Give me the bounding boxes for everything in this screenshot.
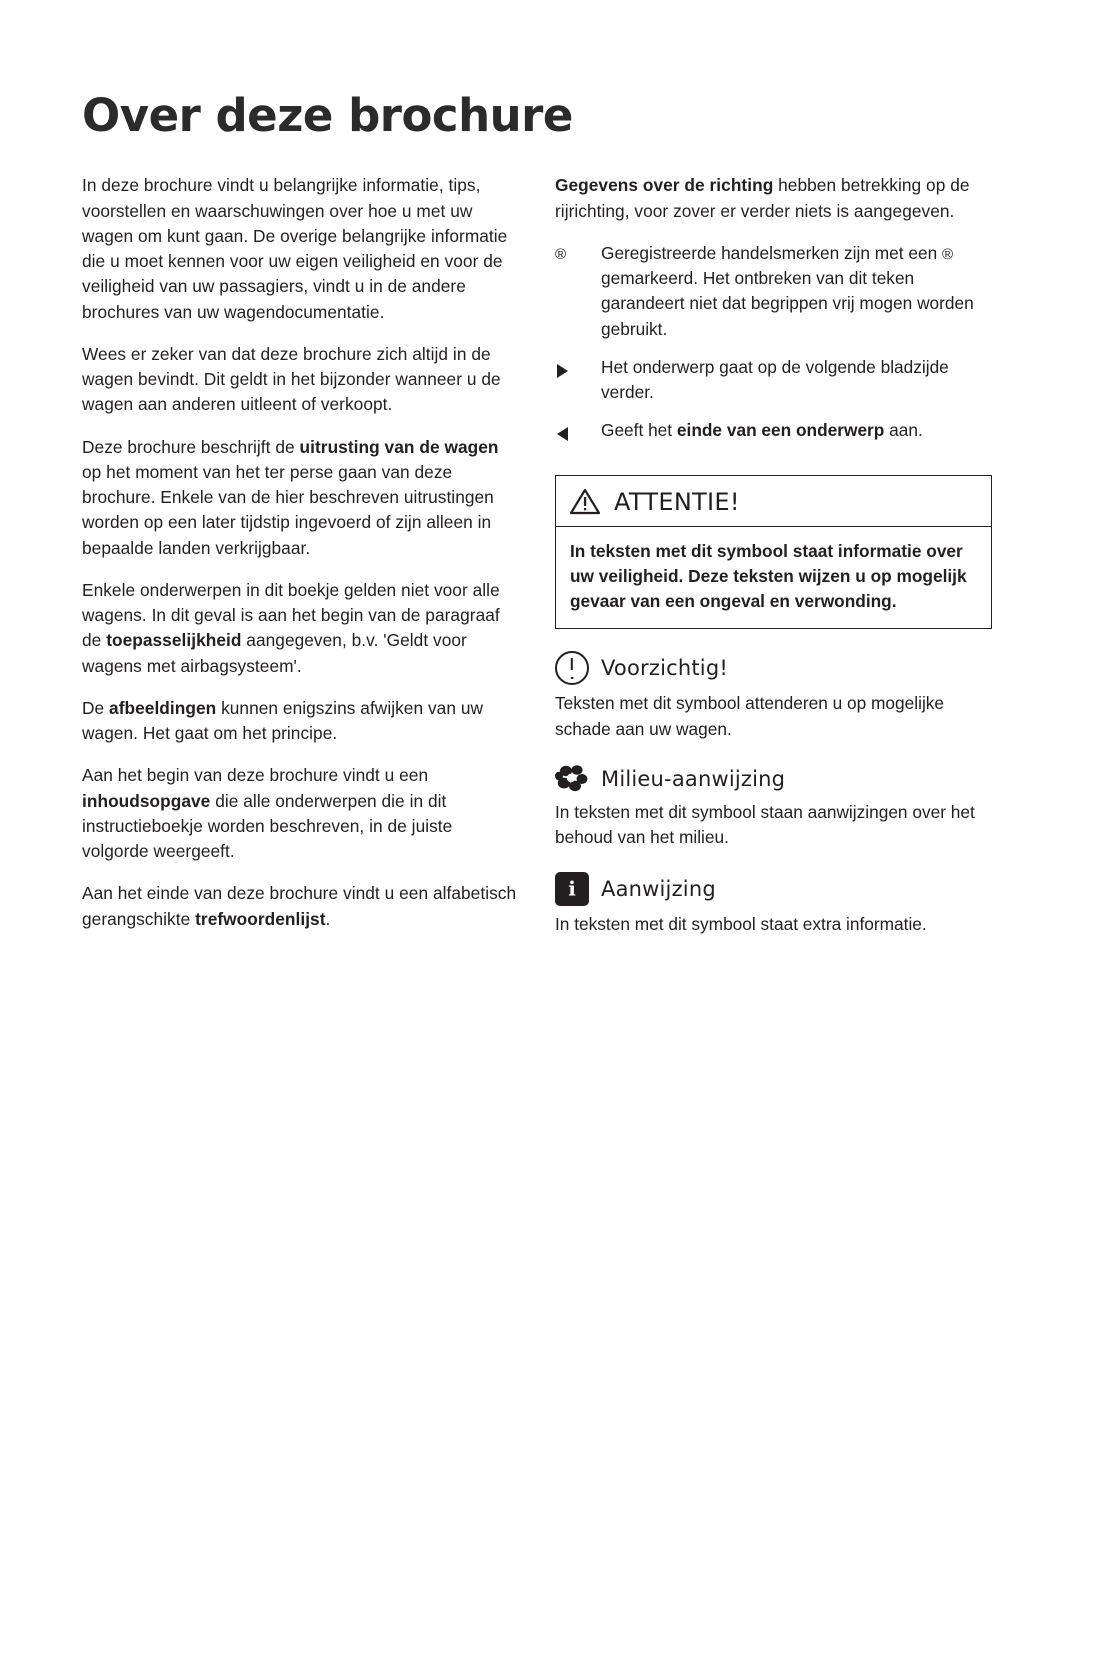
list-item <box>555 355 992 406</box>
text-run: Aan het einde van deze brochure vindt u een alfabetisch gerangschikte <box>82 883 517 929</box>
text-emphasis: afbeeldingen <box>109 697 217 718</box>
note-header <box>555 764 992 794</box>
text-run: hebben betrekking op de rijrichting, voor zover er verder niets is aangegeven. <box>555 175 970 221</box>
text-run: Enkele onderwerpen in dit boekje gelden niet voor alle wagens. In dit geval is aan het begin van de paragraaf de <box>82 579 500 651</box>
two-column-layout <box>82 173 992 959</box>
note-title: Aanwijzing <box>601 877 716 902</box>
triangle-left-shape <box>557 427 568 441</box>
triangle-left-icon <box>555 418 601 448</box>
list-item-text <box>601 418 992 448</box>
note-caution <box>555 651 992 742</box>
symbol-legend-list <box>555 241 992 449</box>
note-body: In teksten met dit symbool staan aanwijzingen over het behoud van het milieu. <box>555 801 975 848</box>
text-emphasis: einde van een onderwerp <box>676 420 885 441</box>
text-run: Aan het begin van deze brochure vindt u een <box>82 765 429 786</box>
note-environment <box>555 764 992 851</box>
text-emphasis: toepasselijkheid <box>106 630 242 651</box>
text-emphasis: inhoudsopgave <box>82 790 211 811</box>
triangle-right-icon <box>555 355 601 406</box>
text-run: aangegeven, b.v. 'Geldt voor wagens met airbagsysteem'. <box>82 630 467 676</box>
paragraph-table-of-contents <box>82 763 519 864</box>
attention-callout-title: ATTENTIE! <box>614 487 740 516</box>
exclamation-circle-icon <box>555 651 589 685</box>
list-item-text <box>601 355 992 406</box>
paragraph-intro: In deze brochure vindt u belangrijke informatie, tips, voorstellen en waarschuwingen over hoe u met uw wagen om kunt gaan. De overige belangrijke informatie die u moet kennen voor uw eigen veiligheid en voor de veiligheid van uw passagiers, vindt u in de andere brochures van uw wagendocumentatie. <box>82 175 508 322</box>
paragraph-illustrations <box>82 696 519 747</box>
note-header <box>555 872 992 906</box>
triangle-right-shape <box>557 364 568 378</box>
left-column <box>82 173 519 932</box>
text-run: gemarkeerd. Het ontbreken van dit teken garandeert niet dat begrippen vrij mogen worden gebruikt. <box>601 268 974 339</box>
paragraph-equipment <box>82 435 519 561</box>
page-content <box>82 89 992 960</box>
note-information <box>555 872 992 937</box>
text-run: op het moment van het ter perse gaan van deze brochure. Enkele van de hier beschreven uitrustingen worden op een later tijdstip ingevoerd of zijn alleen in bepaalde landen verkrijgbaar. <box>82 461 494 558</box>
info-icon-glyph: i <box>568 876 576 901</box>
note-body: Teksten met dit symbool attenderen u op mogelijke schade aan uw wagen. <box>555 693 945 739</box>
note-title: Milieu-aanwijzing <box>601 766 786 791</box>
text-run: Geeft het <box>601 420 677 441</box>
text-emphasis: uitrusting van de wagen <box>299 436 499 457</box>
registered-trademark-symbol <box>555 241 601 342</box>
flower-environment-icon <box>555 764 589 794</box>
attention-callout-header <box>556 476 991 527</box>
page-title: Over deze brochure <box>82 89 573 142</box>
text-run: Het onderwerp gaat op de volgende bladzijde verder. <box>601 356 949 402</box>
list-item-text <box>601 241 992 342</box>
text-run: die alle onderwerpen die in dit instructieboekje worden beschreven, in de juiste volgorde weergeeft. <box>82 790 453 861</box>
note-body: In teksten met dit symbool staat extra informatie. <box>555 914 927 935</box>
right-column <box>555 173 992 959</box>
attention-callout-box <box>555 475 992 630</box>
text-run: aan. <box>884 420 923 441</box>
text-emphasis: trefwoordenlijst <box>195 908 326 929</box>
text-emphasis: Gegevens over de richting <box>555 175 774 196</box>
note-header <box>555 651 992 685</box>
list-item <box>555 418 992 448</box>
registered-trademark-glyph: ® <box>555 245 567 263</box>
text-run: . <box>325 908 331 929</box>
list-item <box>555 241 992 342</box>
info-icon <box>555 872 589 906</box>
text-run: Geregistreerde handelsmerken zijn met een <box>601 242 943 263</box>
text-run: Deze brochure beschrijft de <box>82 436 300 457</box>
registered-trademark-glyph-inline: ® <box>942 245 954 263</box>
paragraph-keep-in-car: Wees er zeker van dat deze brochure zich altijd in de wagen bevindt. Dit geldt in het bijzonder wanneer u de wagen aan anderen uitleent of verkoopt. <box>82 343 501 415</box>
paragraph-index <box>82 881 519 932</box>
attention-callout-body: In teksten met dit symbool staat informatie over uw veiligheid. Deze teksten wijzen u op mogelijk gevaar van een ongeval en verwonding. <box>570 540 967 612</box>
warning-triangle-icon <box>570 488 600 515</box>
text-run: De <box>82 697 110 718</box>
paragraph-applicability <box>82 578 519 679</box>
paragraph-direction-info <box>555 173 992 224</box>
text-run: kunnen enigszins afwijken van uw wagen. Het gaat om het principe. <box>82 697 484 743</box>
note-title: Voorzichtig! <box>601 656 728 681</box>
